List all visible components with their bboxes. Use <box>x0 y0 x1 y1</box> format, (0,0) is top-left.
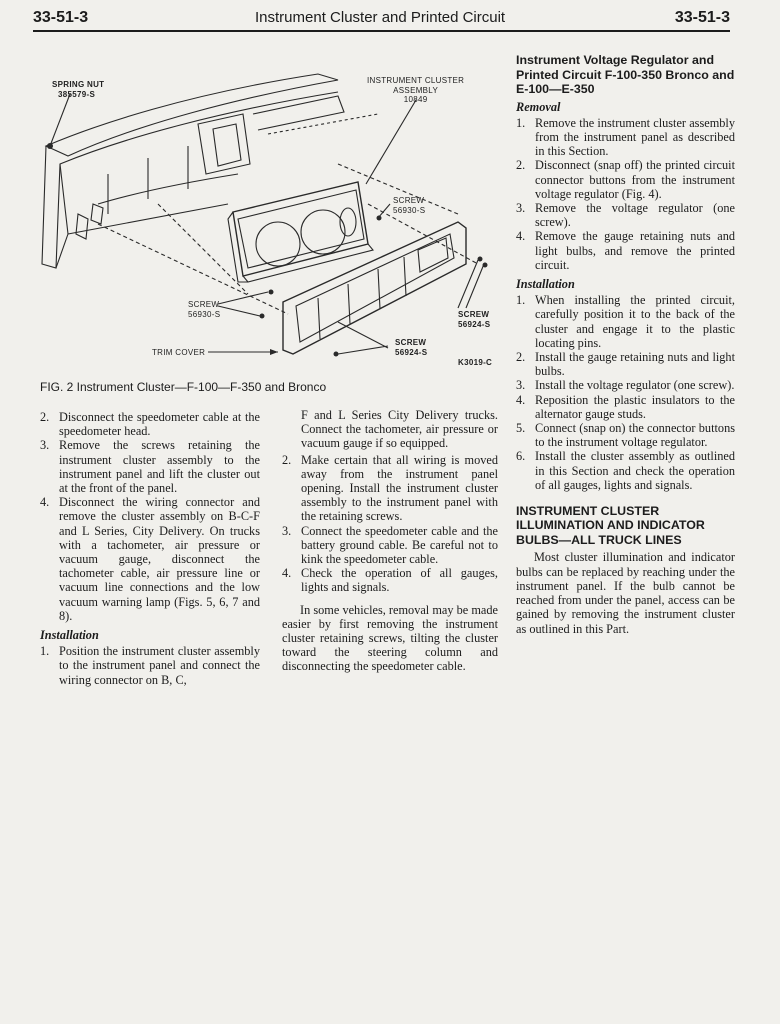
label-screw-upper: SCREW 56930-S <box>393 196 426 215</box>
list-item: 4. Disconnect the wiring connector and remove the cluster assembly on B-C-F and L Series, City Delivery. On trucks with a tachometer, air pressure or vacuum gauge, disconnect the tachometer cable, air pressure line or vacuum line connections and the low vacuum warning lamp (Figs. 5, 6, 7 and 8). <box>40 495 260 623</box>
cluster-housing <box>233 182 368 276</box>
label-screw-right: SCREW 56924-S <box>458 310 491 329</box>
label-screw-lower: SCREW 56924-S <box>395 338 428 357</box>
list-item: 3. Remove the screws retaining the instrument cluster assembly to the instrument panel and lift the cluster out at the front of the panel. <box>40 438 260 496</box>
column-middle <box>282 408 498 674</box>
label-trim-cover: TRIM COVER <box>152 348 206 357</box>
paragraph: Most cluster illumination and indicator bulbs can be replaced by reaching under the instrument panel. If the bulb cannot be reached from under the panel, access can be gained by removing the instrument cluster as outlined in this Part. <box>516 550 735 636</box>
page-header <box>33 6 730 32</box>
list-item: 2. Disconnect the speedometer cable at the speedometer head. <box>40 410 260 439</box>
list-item: 1. When installing the printed circuit, carefully position it to the back of the cluster and engage it to the plastic locating pins. <box>516 293 735 350</box>
list-item: 4. Reposition the plastic insulators to the alternator gauge studs. <box>516 392 735 421</box>
list-item: 2. Make certain that all wiring is moved away from the instrument panel opening. Install the instrument cluster assembly to the instrument panel with the retaining screws. <box>282 452 498 524</box>
figure-caption: FIG. 2 Instrument Cluster—F-100—F-350 and Bronco <box>40 380 327 394</box>
page-title: Instrument Cluster and Printed Circuit <box>255 9 506 26</box>
list-item: 4. Remove the gauge retaining nuts and light bulbs, and remove the printed circuit. <box>516 229 735 272</box>
list-item: 2. Disconnect (snap off) the printed circuit connector buttons from the instrument voltage regulator (Fig. 4). <box>516 158 735 201</box>
page-number-left: 33-51-3 <box>33 9 89 26</box>
trim-cover <box>283 222 466 354</box>
label-spring-nut: SPRING NUT <box>52 80 105 89</box>
column-left <box>40 410 260 687</box>
list-item: 6. Install the cluster assembly as outlined in this Section and check the operation of all gauges, lights and signals. <box>516 449 735 492</box>
section-heading-regulator: Instrument Voltage Regulator and Printed Circuit F-100-350 Bronco and E-100—E-350 <box>516 53 735 96</box>
list-item: 3. Connect the speedometer cable and the battery ground cable. Be careful not to kink the speedometer cable. <box>282 523 498 567</box>
list-item: 1. Position the instrument cluster assembly to the instrument panel and connect the wiring connector on B, C, <box>40 644 260 687</box>
paragraph: In some vehicles, removal may be made easier by first removing the instrument cluster retaining screws, tilting the cluster toward the steering column and disconnecting the speedometer cable. <box>282 602 498 674</box>
list-item: 1. Remove the instrument cluster assembly from the instrument panel as described in this Section. <box>516 115 735 159</box>
installation-subheading: Installation <box>40 628 99 643</box>
label-spring-nut-number: 385579-S <box>58 90 96 99</box>
list-item: 2. Install the gauge retaining nuts and light bulbs. <box>516 349 735 379</box>
label-instrument-cluster: INSTRUMENT CLUSTER ASSEMBLY 10849 <box>367 76 465 104</box>
instrument-cluster-figure <box>38 54 508 372</box>
removal-subheading: Removal <box>516 99 561 114</box>
list-item: 5. Connect (snap on) the connector buttons to the instrument voltage regulator. <box>516 420 735 450</box>
column-right <box>516 53 735 636</box>
list-item: 3. Remove the voltage regulator (one screw). <box>516 200 735 230</box>
page-number-right: 33-51-3 <box>674 9 730 26</box>
continued-text: F and L Series City Delivery trucks. Connect the tachometer, air pressure or vacuum gauge if so equipped. <box>301 408 498 451</box>
label-figure-code: K3019-C <box>458 358 493 367</box>
list-item: 4. Check the operation of all gauges, lights and signals. <box>282 566 498 595</box>
label-screw-left: SCREW 56930-S <box>188 300 221 319</box>
dash-body <box>42 92 338 268</box>
installation-subheading: Installation <box>516 276 575 291</box>
section-heading-bulbs: INSTRUMENT CLUSTER ILLUMINATION AND INDICATOR BULBS—ALL TRUCK LINES <box>516 503 705 547</box>
list-item: 3. Install the voltage regulator (one screw). <box>516 378 735 393</box>
